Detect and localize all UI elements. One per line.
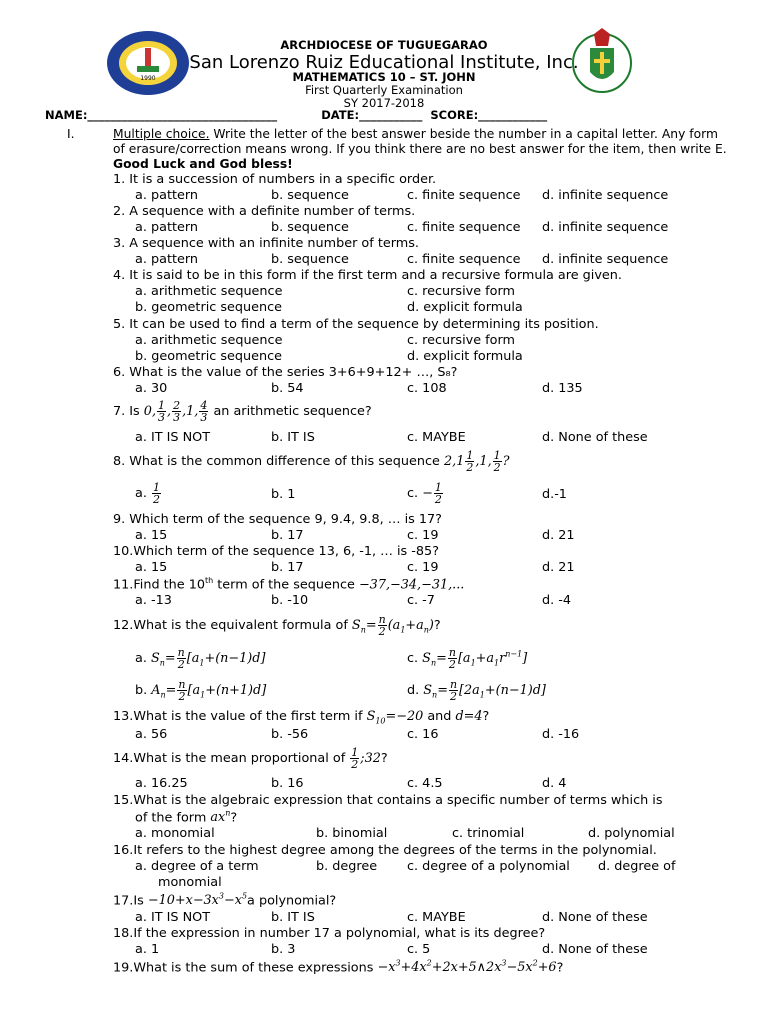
- q6-option-c: c. 108: [407, 381, 447, 396]
- student-info-line: [45, 108, 547, 122]
- instructions-body: Write the letter of the best answer beside the number in a capital letter. Any form of erasure/correction means wrong. If you think there are no best answer for the item, then write E.: [113, 127, 727, 156]
- q12-option-a: a. $S_n=$ $\frac{n}{2}$ $[a_1+(n-1)d]$: [135, 646, 266, 671]
- svg-text:1990: 1990: [140, 75, 156, 82]
- question-15: 15.What is the algebraic expression that contains a specific number of terms which is: [113, 793, 663, 808]
- q1-option-d: d. infinite sequence: [542, 188, 669, 203]
- q5-option-d: d. explicit formula: [407, 349, 523, 364]
- q2-option-b: b. sequence: [271, 220, 349, 235]
- q7-sequence: 0, $\frac{1}{3}$ , $\frac{2}{3}$ ,1, $\frac{4}{3}$: [143, 399, 208, 424]
- q11-option-b: b. -10: [271, 593, 309, 608]
- q13-option-c: c. 16: [407, 727, 439, 742]
- q14-option-b: b. 16: [271, 776, 304, 791]
- q5-option-c: c. recursive form: [407, 333, 516, 348]
- archdiocese-title: ARCHDIOCESE OF TUGUEGARAO: [280, 38, 488, 52]
- q18-option-b: b. 3: [271, 942, 296, 957]
- q9-option-d: d. 21: [542, 528, 575, 543]
- q8-option-d: d.-1: [542, 487, 567, 502]
- q18-option-a: a. 1: [135, 942, 160, 957]
- school-year: SY 2017-2018: [343, 96, 425, 110]
- q9-option-c: c. 19: [407, 528, 439, 543]
- q8-sequence: 2,1 $\frac{1}{2}$ ,1, $\frac{1}{2}$ ?: [444, 449, 510, 474]
- q8-option-c: c. − $\frac{1}{2}$: [407, 481, 442, 506]
- q15-option-c: c. trinomial: [452, 826, 525, 841]
- question-18: 18.If the expression in number 17 a polynomial, what is its degree?: [113, 926, 546, 941]
- q11-option-c: c. -7: [407, 593, 435, 608]
- q3-option-c: c. finite sequence: [407, 252, 521, 267]
- question-19: 19.What is the sum of these expressions $-x^3+4x^2+2x+5\wedge 2x^3-5x^2+6$?: [113, 959, 564, 976]
- q6-option-d: d. 135: [542, 381, 583, 396]
- q14-option-c: c. 4.5: [407, 776, 443, 791]
- q2-option-a: a. pattern: [135, 220, 198, 235]
- q1-option-a: a. pattern: [135, 188, 198, 203]
- q12-formula: $S_n=$ $\frac{n}{2}$ $(a_1+a_n)$: [351, 613, 434, 638]
- question-4: 4. It is said to be in this form if the first term and a recursive formula are given.: [113, 268, 622, 283]
- instructions-closing: Good Luck and God bless!: [113, 157, 293, 171]
- q17-option-b: b. IT IS: [271, 910, 315, 925]
- exam-title: First Quarterly Examination: [305, 83, 463, 97]
- q9-option-a: a. 15: [135, 528, 168, 543]
- q6-option-b: b. 54: [271, 381, 304, 396]
- question-11: 11.Find the 10th term of the sequence −37,−34,−31,...: [113, 576, 465, 593]
- q13-option-a: a. 56: [135, 727, 168, 742]
- q16-option-b: b. degree: [316, 859, 378, 874]
- q4-option-b: b. geometric sequence: [135, 300, 283, 315]
- q7-option-d: d. None of these: [542, 430, 648, 445]
- question-2: 2. A sequence with a definite number of terms.: [113, 204, 416, 219]
- question-8: 8. What is the common difference of this sequence 2,1 $\frac{1}{2}$ ,1, $\frac{1}{2}$ ?: [113, 449, 510, 474]
- q3-option-d: d. infinite sequence: [542, 252, 669, 267]
- q10-option-a: a. 15: [135, 560, 168, 575]
- question-15-cont: of the form $ax^n$?: [135, 809, 238, 826]
- q2-option-d: d. infinite sequence: [542, 220, 669, 235]
- question-16: 16.It refers to the highest degree among the degrees of the terms in the polynomial.: [113, 843, 657, 858]
- q16-option-a-cont: monomial: [158, 875, 222, 890]
- name-field[interactable]: NAME:_________________________________: [45, 108, 278, 122]
- q16-option-d: d. degree of: [598, 859, 676, 874]
- q1-option-c: c. finite sequence: [407, 188, 521, 203]
- q4-option-c: c. recursive form: [407, 284, 516, 299]
- q10-option-b: b. 17: [271, 560, 304, 575]
- q5-option-a: a. arithmetic sequence: [135, 333, 283, 348]
- q3-option-b: b. sequence: [271, 252, 349, 267]
- q16-option-a: a. degree of a term: [135, 859, 259, 874]
- q12-option-d: d. $S_n=$ $\frac{n}{2}$ $[2a_1+(n-1)d]$: [407, 678, 546, 703]
- question-17: $17.Is -10+x-3x^3-x^5a$ polynomial?: [113, 892, 337, 909]
- q17-option-a: a. IT IS NOT: [135, 910, 211, 925]
- q11-option-d: d. -4: [542, 593, 572, 608]
- question-14: 14.What is the mean proportional of $\frac{1}{2}$ ;32?: [113, 746, 388, 771]
- q17-option-d: d. None of these: [542, 910, 648, 925]
- q5-option-b: b. geometric sequence: [135, 349, 283, 364]
- q14-option-d: d. 4: [542, 776, 567, 791]
- q10-option-d: d. 21: [542, 560, 575, 575]
- question-7: 7. Is 0, $\frac{1}{3}$ , $\frac{2}{3}$ ,1, $\frac{4}{3}$ an arithmetic sequence?: [113, 399, 372, 424]
- q12-option-c: c. $S_n=$ $\frac{n}{2}$ $[a_1+a_1r^{n-1}]$: [407, 646, 528, 671]
- q6-option-a: a. 30: [135, 381, 168, 396]
- q4-option-a: a. arithmetic sequence: [135, 284, 283, 299]
- q18-option-c: c. 5: [407, 942, 431, 957]
- score-field[interactable]: SCORE:____________: [430, 108, 548, 122]
- question-9: 9. Which term of the sequence 9, 9.4, 9.8, … is 17?: [113, 512, 442, 527]
- instructions-heading: Multiple choice.: [113, 127, 210, 141]
- q8-option-b: b. 1: [271, 487, 296, 502]
- q11-option-a: a. -13: [135, 593, 172, 608]
- q14-option-a: a. 16.25: [135, 776, 188, 791]
- question-3: 3. A sequence with an infinite number of terms.: [113, 236, 419, 251]
- question-1: 1. It is a succession of numbers in a specific order.: [113, 172, 437, 187]
- q10-option-c: c. 19: [407, 560, 439, 575]
- q3-option-a: a. pattern: [135, 252, 198, 267]
- institute-title: San Lorenzo Ruiz Educational Institute, Inc.: [189, 52, 579, 73]
- q7-option-c: c. MAYBE: [407, 430, 466, 445]
- q13-option-d: d. -16: [542, 727, 580, 742]
- date-field[interactable]: DATE:___________: [321, 108, 423, 122]
- q4-option-d: d. explicit formula: [407, 300, 523, 315]
- question-5: 5. It can be used to find a term of the sequence by determining its position.: [113, 317, 599, 332]
- q12-option-b: b. $A_n=$ $\frac{n}{2}$ $[a_1+(n+1)d]$: [135, 678, 267, 703]
- question-10: 10.Which term of the sequence 13, 6, -1, … is -85?: [113, 544, 439, 559]
- q18-option-d: d. None of these: [542, 942, 648, 957]
- q15-option-a: a. monomial: [135, 826, 215, 841]
- q13-option-b: b. -56: [271, 727, 309, 742]
- q8-option-a: a. $\frac{1}{2}$: [135, 481, 160, 506]
- q2-option-c: c. finite sequence: [407, 220, 521, 235]
- q7-option-a: a. IT IS NOT: [135, 430, 211, 445]
- instructions: [113, 127, 728, 172]
- q9-option-b: b. 17: [271, 528, 304, 543]
- section-number: I.: [67, 127, 75, 141]
- q15-option-b: b. binomial: [316, 826, 388, 841]
- q16-option-c: c. degree of a polynomial: [407, 859, 570, 874]
- q1-option-b: b. sequence: [271, 188, 349, 203]
- question-6: 6. What is the value of the series 3+6+9+12+ …, S₈?: [113, 365, 458, 380]
- q15-option-d: d. polynomial: [588, 826, 675, 841]
- q17-option-c: c. MAYBE: [407, 910, 466, 925]
- subject-title: MATHEMATICS 10 – ST. JOHN: [292, 70, 476, 84]
- question-13: 13.What is the value of the first term if $S_{10}=-20$ and d=4?: [113, 709, 490, 726]
- question-12: 12.What is the equivalent formula of $S_n=$ $\frac{n}{2}$ $(a_1+a_n)$?: [113, 613, 441, 638]
- q7-option-b: b. IT IS: [271, 430, 315, 445]
- q11-sequence: −37,−34,−31,...: [358, 577, 465, 593]
